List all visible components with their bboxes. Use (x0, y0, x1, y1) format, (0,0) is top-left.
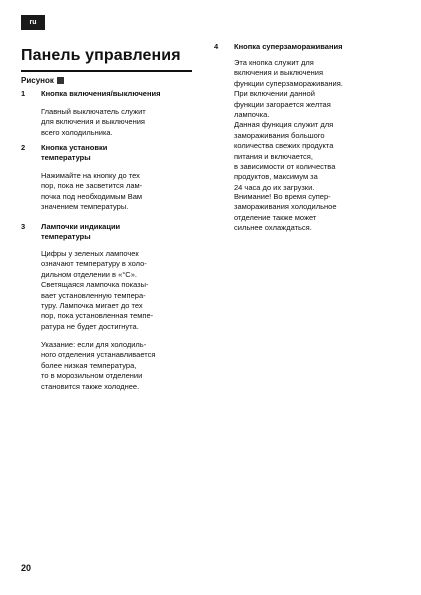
figure-square-icon (57, 77, 64, 84)
item-number: 3 (21, 222, 26, 231)
item-title: Кнопка установки температуры (41, 143, 108, 162)
page-title: Панель управления (21, 47, 181, 64)
item-title: Кнопка суперзамораживания (234, 42, 343, 51)
item-number: 4 (214, 42, 219, 51)
item-description: Нажимайте на кнопку до тех пор, пока не засветится лам- почка под необходимым Вам значением температуры. (41, 171, 143, 212)
item-note: Указание: если для холодиль- ного отделения устанавливается более низкая температура, то в морозильном отделении становится также холоднее. (41, 340, 156, 391)
item-number: 1 (21, 89, 26, 98)
figure-label (21, 76, 64, 86)
item-number: 2 (21, 143, 26, 152)
page-number: 20 (21, 563, 32, 573)
title-divider (21, 70, 192, 72)
item-warning: Внимание! Во время супер- замораживания холодильное отделение также может сильнее охлаждаться. (234, 192, 337, 233)
language-badge: ru (21, 15, 45, 30)
item-description: Эта кнопка служит для включения и выключения функции суперзамораживания. При включении данной функции загорается желтая лампочка. Данная функция служит для замораживания большого количества свежих продукта питания и включается, в зависимости от количества продуктов, максимум за 24 часа до их загрузки. (234, 58, 343, 192)
figure-label-text: Рисунок (21, 76, 54, 85)
item-title: Кнопка включения/выключения (41, 89, 161, 98)
item-description: Главный выключатель служит для включения и выключения всего холодильника. (41, 107, 146, 137)
item-title: Лампочки индикации температуры (41, 222, 121, 241)
item-description: Цифры у зеленых лампочек означают температуру в холо- дильном отделении в «°C». Светящаяся лампочка показы- вает установленную темпера- туру. Лампочка мигает до тех пор, пока установленная темпе- ратура не будет достигнута. (41, 249, 154, 331)
